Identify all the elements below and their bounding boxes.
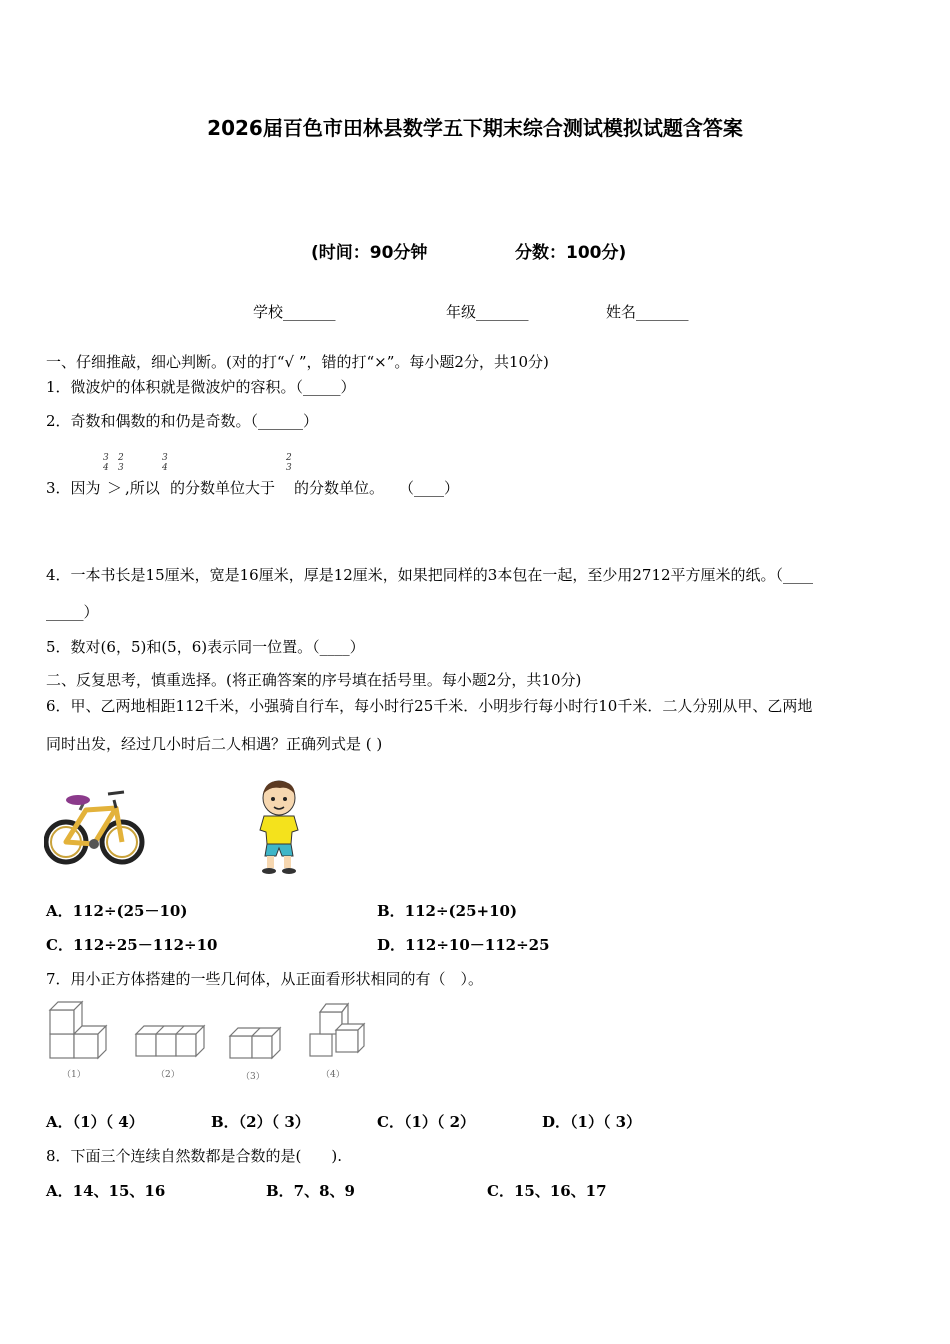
question-6-line1: 6．甲、乙两地相距112千米，小强骑自行车，每小时行25千米．小明步行每小时行10千米．二人分别从甲、乙两地 [46,697,813,715]
bicycle-image [44,780,146,876]
figure-label-2: （2） [156,1070,180,1080]
cube-figure-2 [132,1020,210,1062]
score-label: 分数：100分) [515,243,627,263]
cube-figure-4 [306,1000,368,1062]
question-7: 7．用小正方体搭建的一些几何体，从正面看形状相同的有（ ）。 [46,970,484,988]
question-1: 1．微波炉的体积就是微波炉的容积。（_____） [46,378,356,396]
q6-option-b[interactable]: B．112÷(25+10) [377,902,518,920]
fraction-b: 2 3 [118,453,124,473]
q7-option-c[interactable]: C．（1）（ 2） [377,1113,476,1131]
question-4-line2: _____） [46,603,99,621]
question-4-line1: 4．一本书长是15厘米，宽是16厘米，厚是12厘米，如果把同样的3本包在一起，至少用2712平方厘米的纸。（____ [46,566,814,584]
q7-option-b[interactable]: B．（2）（ 3） [211,1113,310,1131]
question-3-mid: ,所以 [125,479,160,497]
question-3-mid2: 的分数单位大于 [170,479,276,497]
question-5: 5．数对(6，5)和(5，6)表示同一位置。（____） [46,638,365,656]
question-2: 2．奇数和偶数的和仍是奇数。（______） [46,412,319,430]
q6-option-a[interactable]: A．112÷(25－10) [46,902,188,920]
question-6-line2: 同时出发，经过几小时后二人相遇？正确列式是 ( ) [46,735,383,753]
time-label: (时间：90分钟 [311,243,428,263]
page-title: 2026届百色市田林县数学五下期末综合测试模拟试题含答案 [207,116,743,140]
cube-figure-1 [46,998,116,1062]
q7-option-a[interactable]: A．（1）（ 4） [46,1113,144,1131]
q8-option-b[interactable]: B．7、8、9 [266,1182,355,1200]
q7-option-d[interactable]: D．（1）（ 3） [542,1113,642,1131]
question-3-tail: 的分数单位。 （____） [294,479,460,497]
q8-option-c[interactable]: C．15、16、17 [487,1182,607,1200]
fraction-a: 3 4 [103,453,109,473]
q8-option-a[interactable]: A．14、15、16 [46,1182,166,1200]
figure-label-3: （3） [241,1072,265,1082]
fraction-d: 2 3 [286,453,292,473]
q6-option-d[interactable]: D．112÷10－112÷25 [377,936,550,954]
name-field[interactable]: 姓名_______ [606,303,689,321]
question-3-lead: 3．因为 [46,479,101,497]
greater-than-sign: ＞ [107,479,123,497]
q6-option-c[interactable]: C．112÷25－112÷10 [46,936,218,954]
grade-field[interactable]: 年级_______ [446,303,529,321]
school-field[interactable]: 学校_______ [253,303,336,321]
cube-figure-3 [226,1022,284,1062]
figure-label-4: （4） [321,1070,345,1080]
figure-label-1: （1） [62,1070,86,1080]
section1-heading: 一、仔细推敲，细心判断。(对的打“√ ”，错的打“×”。每小题2分，共10分) [46,353,549,371]
fraction-c: 3 4 [162,453,168,473]
boy-image [254,778,306,876]
section2-heading: 二、反复思考，慎重选择。(将正确答案的序号填在括号里。每小题2分，共10分) [46,671,582,689]
question-8: 8．下面三个连续自然数都是合数的是( ). [46,1147,343,1165]
